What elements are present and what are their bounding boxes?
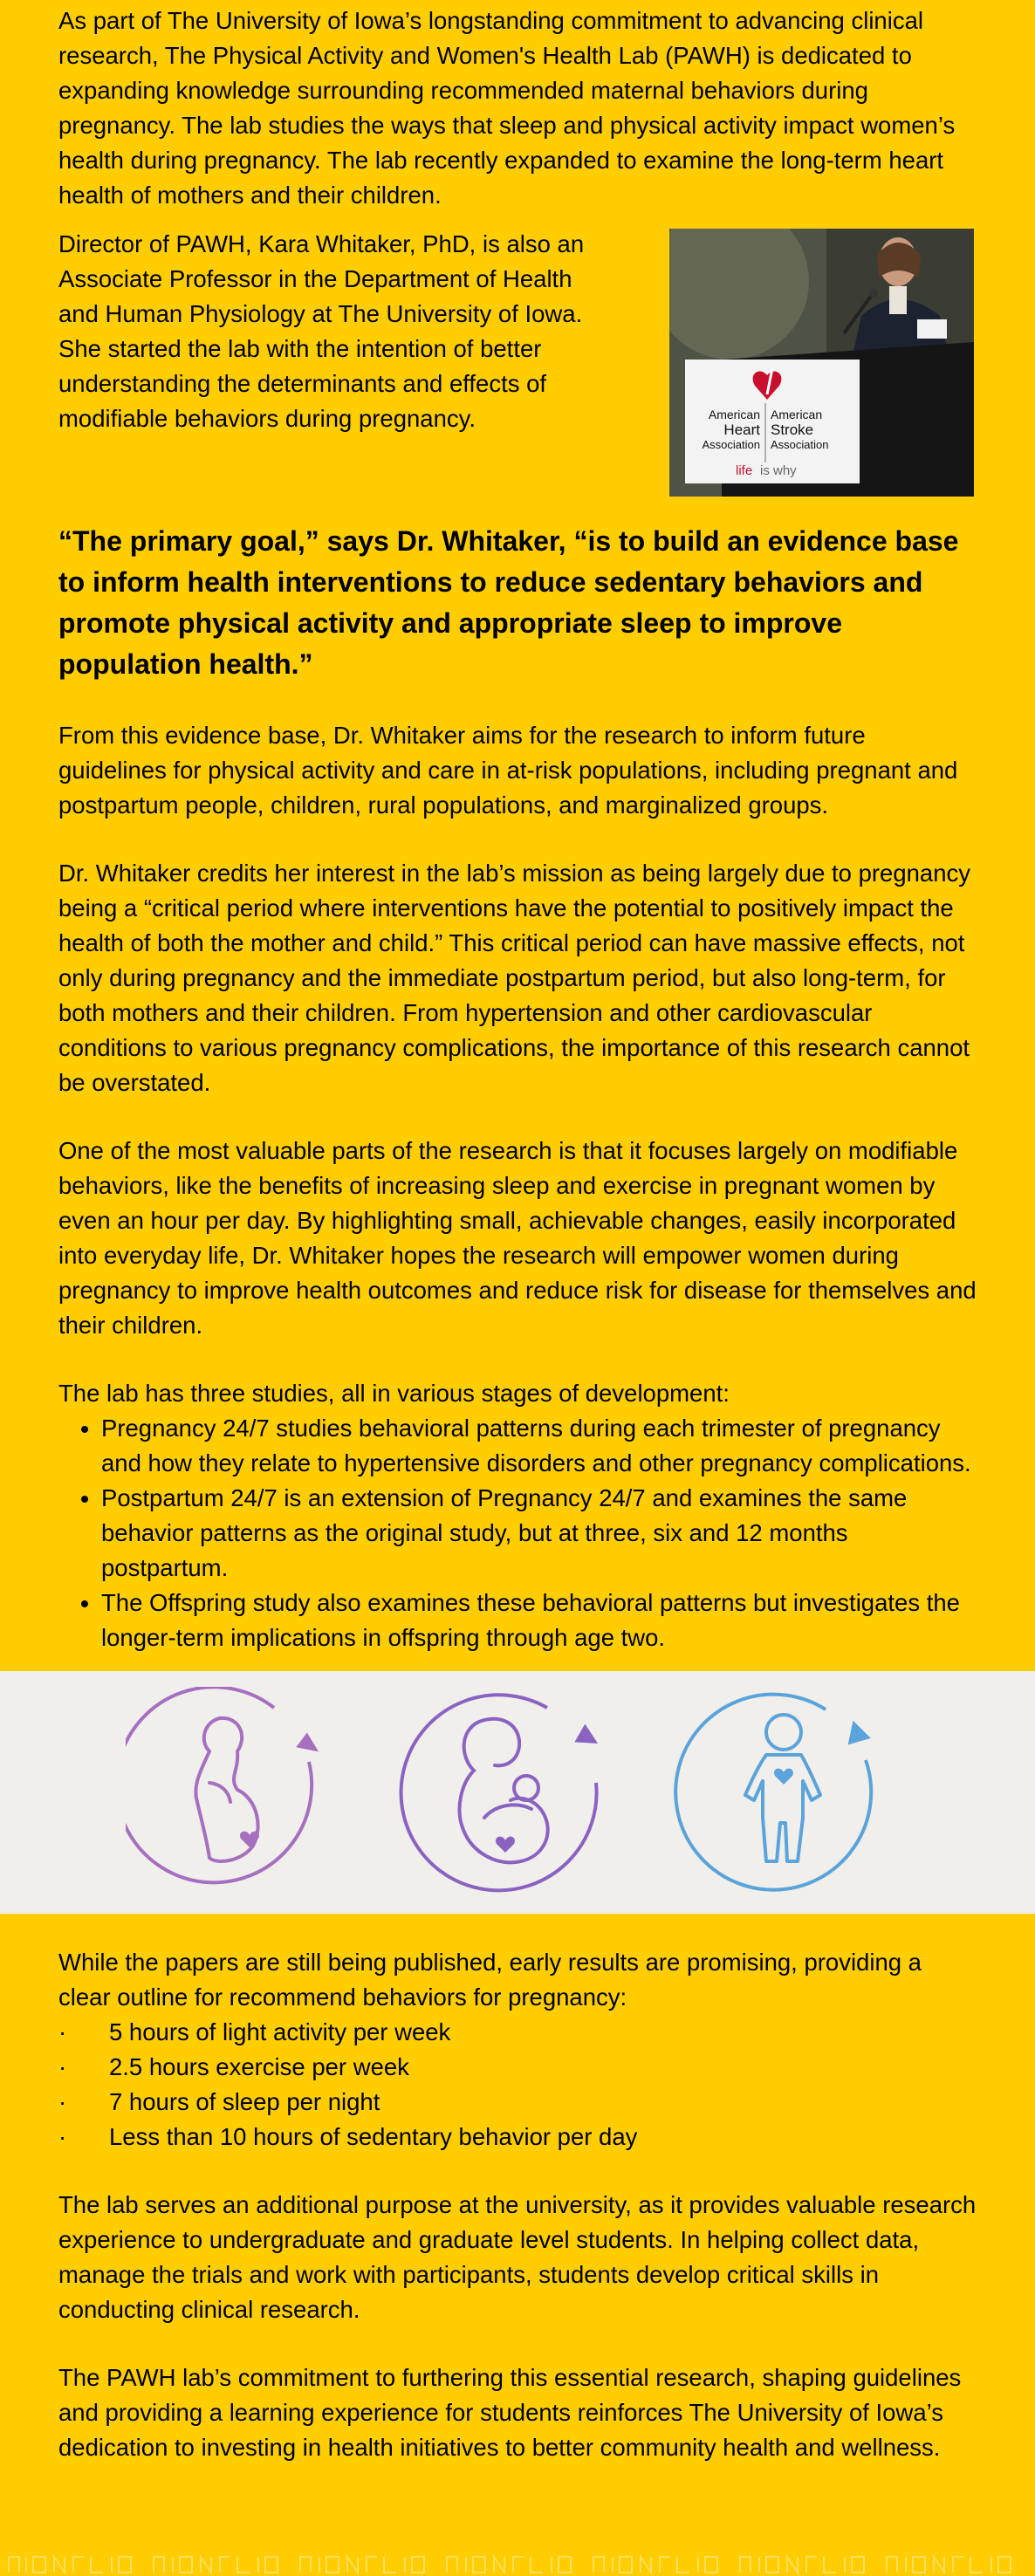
bullet: ·: [58, 2053, 67, 2080]
list-item: [58, 2120, 977, 2155]
sign-text: Association: [771, 438, 829, 451]
body-paragraph: The PAWH lab’s commitment to furthering this essential research, shaping guidelines and providing a learning experience for students reinforces The University of Iowa’s dedication to investing in health initiatives to better community health and wellness.: [58, 2364, 962, 2461]
list-item: • The Offspring study also examines these behavioral patterns but investigates the longer-term implications in offspring through age two.: [101, 1586, 977, 1655]
director-photo: [669, 229, 974, 497]
bullet: ·: [58, 2088, 67, 2115]
tagline-life: life: [736, 463, 753, 478]
director-paragraph: Director of PAWH, Kara Whitaker, PhD, is also an Associate Professor in the Department of Health and Human Physiology at The University of Iowa. She started the lab with the intention of better understanding the determinants and effects of modifiable behaviors during pregnancy.: [58, 230, 585, 432]
body-paragraph: One of the most valuable parts of the research is that it focuses largely on modifiable behaviors, like the benefits of increasing sleep and exercise in pregnant women by even an hour per day. By highlighting small, achievable changes, easily incorporated into everyday life, Dr. Whitaker hopes the research will empower women during pregnancy to improve health outcomes and reduce risk for disease for themselves and their children.: [58, 1137, 977, 1339]
body-paragraph: From this evidence base, Dr. Whitaker aims for the research to inform future guidelines for physical activity and care in at-risk populations, including pregnant and postpartum people, children, rural populations, and marginalized groups.: [58, 722, 958, 819]
recommendations-list: [58, 2015, 977, 2155]
results-intro: While the papers are still being published, early results are promising, providing a clear outline for recommend behaviors for pregnancy:: [58, 1949, 922, 2011]
sign-text: American: [771, 408, 823, 421]
list-item-text: 7 hours of sleep per night: [109, 2088, 380, 2115]
pull-quote: “The primary goal,” says Dr. Whitaker, “is to build an evidence base to inform health interventions to reduce sedentary behaviors and promote physical activity and appropriate sleep to improve population health.”: [58, 525, 959, 680]
sign-text: Stroke: [771, 421, 814, 438]
studies-list: [58, 1411, 977, 1655]
tagline-rest: is why: [760, 463, 797, 478]
photo-illustration: [669, 229, 974, 497]
bullet: ·: [58, 2018, 67, 2045]
pregnancy-icon: [126, 1687, 335, 1896]
list-item: [58, 2050, 977, 2085]
body-paragraph: Dr. Whitaker credits her interest in the lab’s mission as being largely due to pregnancy being a “critical period where interventions have the potential to positively impact the health of both the mother and child.” This critical period can have massive effects, not only during pregnancy and the immediate postpartum period, but also long-term, for both mothers and their children. From hypertension and other cardiovascular conditions to various pregnancy complications, the importance of this research cannot be overstated.: [58, 860, 971, 1096]
icon-band: [0, 1671, 1035, 1914]
intro-paragraph: As part of The University of Iowa’s longstanding commitment to advancing clinical research, The Physical Activity and Women's Health Lab (PAWH) is dedicated to expanding knowledge surrounding recommended maternal behaviors during pregnancy. The lab studies the ways that sleep and physical activity impact women’s health during pregnancy. The lab recently expanded to examine the long-term heart health of mothers and their children.: [58, 7, 956, 209]
body-paragraph: The lab serves an additional purpose at the university, as it provides valuable research experience to undergraduate and graduate level students. In helping collect data, manage the trials and work with participants, students develop critical skills in conducting clinical research.: [58, 2191, 977, 2323]
list-item: [58, 2085, 977, 2120]
mother-baby-icon: [399, 1687, 608, 1896]
list-item-text: 2.5 hours exercise per week: [109, 2053, 409, 2080]
decorative-footer-pattern: [0, 2550, 1035, 2576]
child-icon: [672, 1687, 881, 1896]
list-item: • Pregnancy 24/7 studies behavioral patterns during each trimester of pregnancy and how they relate to hypertensive disorders and other pregnancy complications.: [101, 1411, 977, 1481]
studies-intro: The lab has three studies, all in various stages of development:: [58, 1380, 730, 1407]
director-block: [58, 227, 977, 497]
list-item: [58, 2015, 977, 2050]
list-item: • Postpartum 24/7 is an extension of Pregnancy 24/7 and examines the same behavior patterns as the original study, but at three, six and 12 months postpartum.: [101, 1481, 977, 1586]
sign-text: Heart: [723, 421, 760, 438]
results-section: [0, 1914, 1035, 2465]
list-item-text: 5 hours of light activity per week: [109, 2018, 451, 2045]
list-item-text: Less than 10 hours of sedentary behavior per day: [109, 2123, 638, 2150]
bullet: ·: [58, 2123, 67, 2150]
sign-text: American: [708, 408, 760, 421]
sign-text: Association: [702, 438, 760, 451]
